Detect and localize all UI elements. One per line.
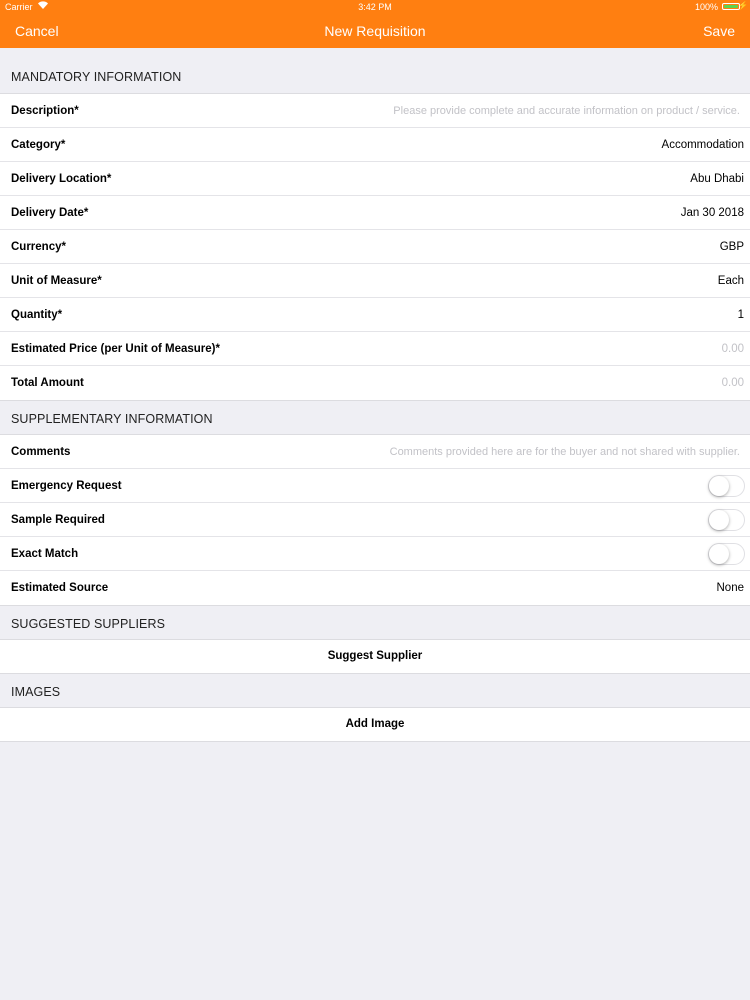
suggest-supplier-button[interactable]: Suggest Supplier [0, 639, 750, 674]
status-time: 3:42 PM [358, 2, 392, 12]
mandatory-section-header: MANDATORY INFORMATION [11, 70, 182, 84]
page-title: New Requisition [324, 23, 426, 39]
exact-match-row [0, 537, 750, 571]
delivery-date-row[interactable] [0, 196, 750, 230]
add-image-button[interactable]: Add Image [0, 707, 750, 742]
exact-match-label: Exact Match [11, 548, 79, 560]
currency-row[interactable] [0, 230, 750, 264]
toggle-knob [709, 510, 729, 530]
comments-input[interactable]: Comments provided here are for the buyer and not shared with supplier. [389, 446, 740, 458]
sample-required-row [0, 503, 750, 537]
delivery-location-row[interactable] [0, 162, 750, 196]
quantity-input[interactable]: 1 [737, 309, 744, 321]
category-row[interactable] [0, 128, 750, 162]
form-content [0, 48, 750, 742]
toggle-knob [709, 476, 729, 496]
sample-required-label: Sample Required [11, 514, 105, 526]
carrier-label: Carrier [5, 2, 33, 12]
description-label: Description* [11, 105, 79, 117]
estimated-source-row[interactable] [0, 571, 750, 605]
description-input[interactable]: Please provide complete and accurate information on product / service. [393, 105, 740, 117]
images-section-header: IMAGES [11, 685, 61, 699]
supplementary-section-header: SUPPLEMENTARY INFORMATION [11, 412, 213, 426]
currency-label: Currency* [11, 241, 66, 253]
emergency-request-label: Emergency Request [11, 480, 122, 492]
mandatory-group [0, 93, 750, 401]
exact-match-toggle[interactable] [708, 543, 745, 565]
save-button[interactable]: Save [703, 23, 735, 39]
unit-of-measure-row[interactable] [0, 264, 750, 298]
estimated-source-value[interactable]: None [716, 582, 744, 594]
estimated-price-row[interactable] [0, 332, 750, 366]
total-amount-label: Total Amount [11, 377, 84, 389]
cancel-button[interactable]: Cancel [15, 23, 59, 39]
delivery-location-label: Delivery Location* [11, 173, 112, 185]
battery-percentage: 100% [694, 2, 718, 12]
quantity-row[interactable] [0, 298, 750, 332]
navigation-bar [0, 14, 750, 48]
total-amount-value: 0.00 [721, 377, 744, 389]
quantity-label: Quantity* [11, 309, 63, 321]
unit-of-measure-value[interactable]: Each [717, 275, 744, 287]
status-bar [0, 0, 750, 14]
comments-label: Comments [11, 446, 71, 458]
currency-value[interactable]: GBP [719, 241, 744, 253]
delivery-location-value[interactable]: Abu Dhabi [690, 173, 744, 185]
sample-required-toggle[interactable] [708, 509, 745, 531]
estimated-price-label: Estimated Price (per Unit of Measure)* [11, 343, 220, 355]
delivery-date-value[interactable]: Jan 30 2018 [680, 207, 744, 219]
estimated-price-input[interactable]: 0.00 [721, 343, 744, 355]
charging-icon: ⚡ [738, 1, 748, 10]
suppliers-section-header: SUGGESTED SUPPLIERS [11, 617, 166, 631]
emergency-request-toggle[interactable] [708, 475, 745, 497]
estimated-source-label: Estimated Source [11, 582, 109, 594]
comments-row[interactable] [0, 435, 750, 469]
unit-of-measure-label: Unit of Measure* [11, 275, 102, 287]
emergency-request-row [0, 469, 750, 503]
supplementary-group [0, 434, 750, 606]
total-amount-row [0, 366, 750, 400]
delivery-date-label: Delivery Date* [11, 207, 89, 219]
toggle-knob [709, 544, 729, 564]
category-value[interactable]: Accommodation [661, 139, 744, 151]
category-label: Category* [11, 139, 66, 151]
description-row[interactable] [0, 94, 750, 128]
